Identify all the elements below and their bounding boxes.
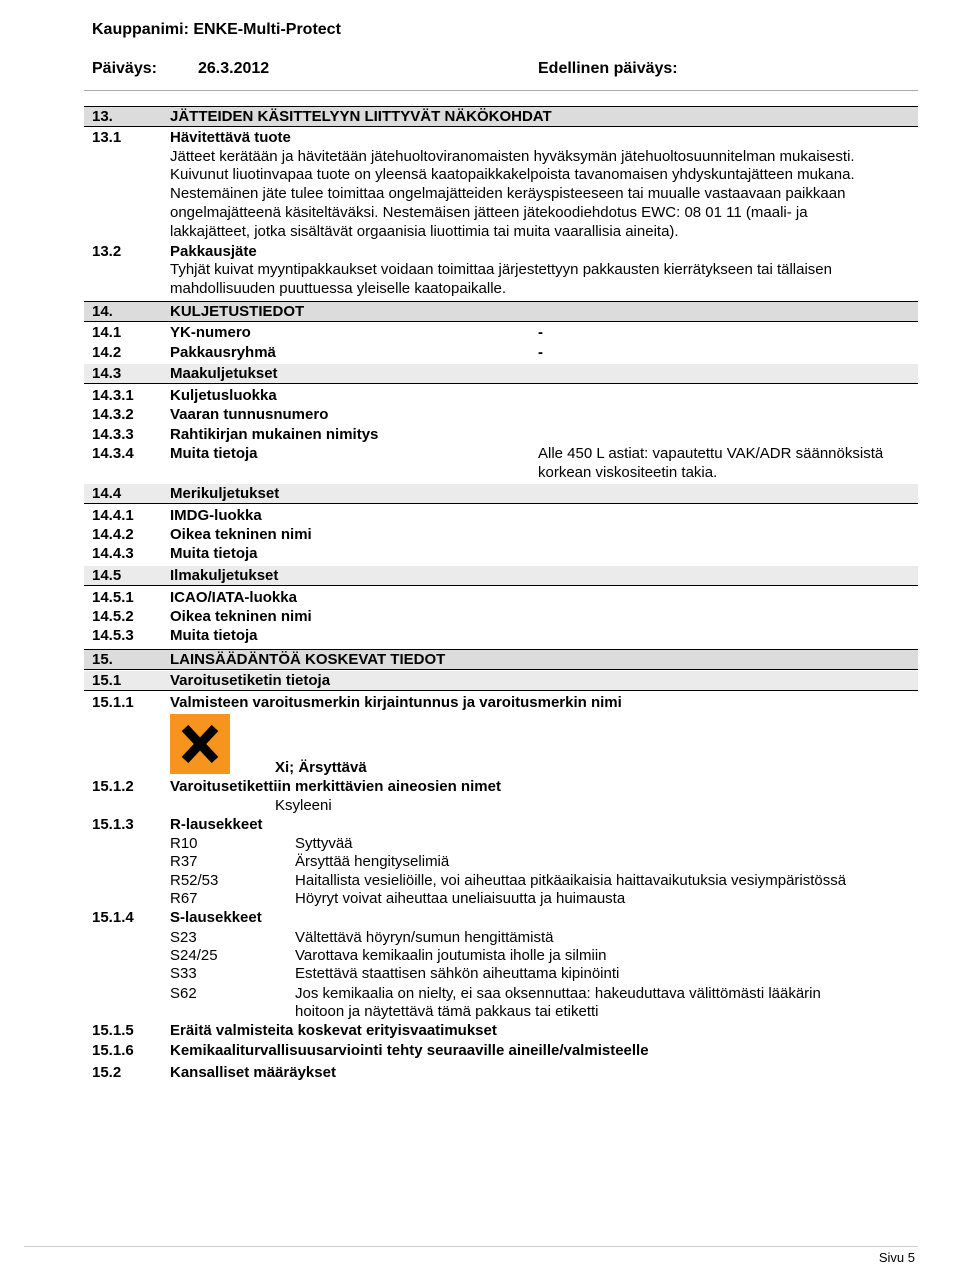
section-14-number: 14. <box>92 303 113 320</box>
land-row-title: Muita tietoja <box>170 445 258 462</box>
air-row-number: 14.5.3 <box>92 627 134 644</box>
section-13-2-text: mahdollisuuden puuttuessa yleiselle kaatopaikalle. <box>170 280 507 297</box>
section-15-title: LAINSÄÄDÄNTÖÄ KOSKEVAT TIEDOT <box>170 651 446 668</box>
section-15-2-title: Kansalliset määräykset <box>170 1064 336 1081</box>
section-14-1-title: YK-numero <box>170 324 251 341</box>
s-phrase-text: Varottava kemikaalin joutumista iholle ja silmiin <box>295 947 607 964</box>
section-15-1-6-title: Kemikaaliturvallisuusarviointi tehty seuraaville aineille/valmisteelle <box>170 1042 649 1059</box>
packing-group-value: - <box>538 344 543 361</box>
s-phrase-text-continued: hoitoon ja näytettävä tämä pakkaus tai etiketti <box>295 1003 599 1020</box>
section-13-1-text: ongelmajätteenä käsiteltäväksi. Nestemäisen jätteen jätekoodiehdotus EWC: 08 01 11 (maali- ja <box>170 204 808 221</box>
sea-row-number: 14.4.2 <box>92 526 134 543</box>
sea-row-number: 14.4.1 <box>92 507 134 524</box>
section-13-title: JÄTTEIDEN KÄSITTELYYN LIITTYVÄT NÄKÖKOHDAT <box>170 108 552 125</box>
s-phrase-text: Jos kemikaalia on nielty, ei saa oksennuttaa: hakeuduttava välittömästi lääkärin <box>295 985 821 1002</box>
land-note: Alle 450 L astiat: vapautettu VAK/ADR säännöksistä <box>538 445 884 462</box>
section-15-1-4-number: 15.1.4 <box>92 909 134 926</box>
r-phrase-text: Höyryt voivat aiheuttaa uneliaisuutta ja huimausta <box>295 890 626 907</box>
section-15-1-3-title: R-lausekkeet <box>170 816 263 833</box>
section-15-1-6-number: 15.1.6 <box>92 1042 134 1059</box>
footer-divider <box>24 1246 918 1247</box>
land-row-number: 14.3.2 <box>92 406 134 423</box>
sea-row-title: IMDG-luokka <box>170 507 262 524</box>
air-row-number: 14.5.2 <box>92 608 134 625</box>
header-divider <box>84 90 918 91</box>
land-row-title: Kuljetusluokka <box>170 387 277 404</box>
land-row-number: 14.3.1 <box>92 387 134 404</box>
section-15-1-1-title: Valmisteen varoitusmerkin kirjaintunnus ja varoitusmerkin nimi <box>170 694 622 711</box>
section-13-1-number: 13.1 <box>92 129 122 146</box>
section-14-title: KULJETUSTIEDOT <box>170 303 305 320</box>
date-label: Päiväys: <box>92 60 157 77</box>
page-number: Sivu 5 <box>878 1250 915 1265</box>
section-14-2-number: 14.2 <box>92 344 122 361</box>
un-number-value: - <box>538 324 543 341</box>
section-14-5-number: 14.5 <box>92 567 122 584</box>
section-15-1-1-number: 15.1.1 <box>92 694 134 711</box>
land-note: korkean viskositeetin takia. <box>538 464 718 481</box>
air-row-number: 14.5.1 <box>92 589 134 606</box>
land-row-title: Vaaran tunnusnumero <box>170 406 329 423</box>
land-row-number: 14.3.4 <box>92 445 134 462</box>
section-15-1-number: 15.1 <box>92 672 122 689</box>
land-row-title: Rahtikirjan mukainen nimitys <box>170 426 379 443</box>
air-row-title: Muita tietoja <box>170 627 258 644</box>
section-13-number: 13. <box>92 108 113 125</box>
section-14-3-title: Maakuljetukset <box>170 365 278 382</box>
harmful-irritant-x-icon <box>170 714 230 774</box>
section-14-2-title: Pakkausryhmä <box>170 344 276 361</box>
r-phrase-code: R10 <box>170 835 198 852</box>
section-13-1-title: Hävitettävä tuote <box>170 129 291 146</box>
r-phrase-code: R37 <box>170 853 198 870</box>
s-phrase-code: S24/25 <box>170 947 218 964</box>
r-phrase-text: Haitallista vesieliöille, voi aiheuttaa pitkäaikaisia haittavaikutuksia vesiympäristössä <box>295 872 847 889</box>
section-15-number: 15. <box>92 651 113 668</box>
r-phrase-code: R67 <box>170 890 198 907</box>
section-15-1-5-title: Eräitä valmisteita koskevat erityisvaatimukset <box>170 1022 497 1039</box>
s-phrase-text: Estettävä staattisen sähkön aiheuttama kipinöinti <box>295 965 620 982</box>
section-13-2-number: 13.2 <box>92 243 122 260</box>
r-phrase-text: Ärsyttää hengityselimiä <box>295 853 450 870</box>
r-phrase-code: R52/53 <box>170 872 219 889</box>
previous-date-label: Edellinen päiväys: <box>538 60 678 77</box>
air-row-title: Oikea tekninen nimi <box>170 608 312 625</box>
date-value: 26.3.2012 <box>198 60 270 77</box>
section-14-4-title: Merikuljetukset <box>170 485 280 502</box>
ingredient-name: Ksyleeni <box>275 797 332 814</box>
section-14-5-title: Ilmakuljetukset <box>170 567 279 584</box>
section-15-1-4-title: S-lausekkeet <box>170 909 262 926</box>
s-phrase-code: S23 <box>170 929 197 946</box>
section-14-4-number: 14.4 <box>92 485 122 502</box>
sea-row-title: Oikea tekninen nimi <box>170 526 312 543</box>
section-15-1-3-number: 15.1.3 <box>92 816 134 833</box>
sea-row-title: Muita tietoja <box>170 545 258 562</box>
section-13-1-text: Jätteet kerätään ja hävitetään jätehuoltoviranomaisten hyväksymän jätehuoltosuunnitelman mukaisesti. <box>170 148 855 165</box>
section-15-1-2-number: 15.1.2 <box>92 778 134 795</box>
section-15-2-number: 15.2 <box>92 1064 122 1081</box>
s-phrase-code: S33 <box>170 965 197 982</box>
s-phrase-text: Vältettävä höyryn/sumun hengittämistä <box>295 929 554 946</box>
r-phrase-text: Syttyvää <box>295 835 353 852</box>
section-13-2-title: Pakkausjäte <box>170 243 257 260</box>
air-row-title: ICAO/IATA-luokka <box>170 589 297 606</box>
section-14-3-number: 14.3 <box>92 365 122 382</box>
section-15-1-2-title: Varoitusetikettiin merkittävien aineosien nimet <box>170 778 501 795</box>
section-13-1-text: lakkajätteet, jotka sisältävät orgaanisia liuottimia tai muita vaarallisia aineita). <box>170 223 679 240</box>
sea-row-number: 14.4.3 <box>92 545 134 562</box>
section-14-1-number: 14.1 <box>92 324 122 341</box>
section-15-1-title: Varoitusetiketin tietoja <box>170 672 331 689</box>
section-13-2-text: Tyhjät kuivat myyntipakkaukset voidaan toimittaa järjestettyyn pakkausten kierrätykseen tai tällaisen <box>170 261 832 278</box>
section-15-1-5-number: 15.1.5 <box>92 1022 134 1039</box>
land-row-number: 14.3.3 <box>92 426 134 443</box>
section-13-1-text: Kuivunut liuotinvapaa tuote on yleensä kaatopaikkakelpoista tavanomaisen yhdyskuntajätteen mukana. <box>170 166 855 183</box>
s-phrase-code: S62 <box>170 985 197 1002</box>
hazard-label: Xi; Ärsyttävä <box>275 759 367 776</box>
section-13-1-text: Nestemäinen jäte tulee toimittaa ongelmajätteiden keräyspisteeseen tai muualle vastaavaan paikkaan <box>170 185 846 202</box>
product-name: Kauppanimi: ENKE-Multi-Protect <box>92 21 341 38</box>
